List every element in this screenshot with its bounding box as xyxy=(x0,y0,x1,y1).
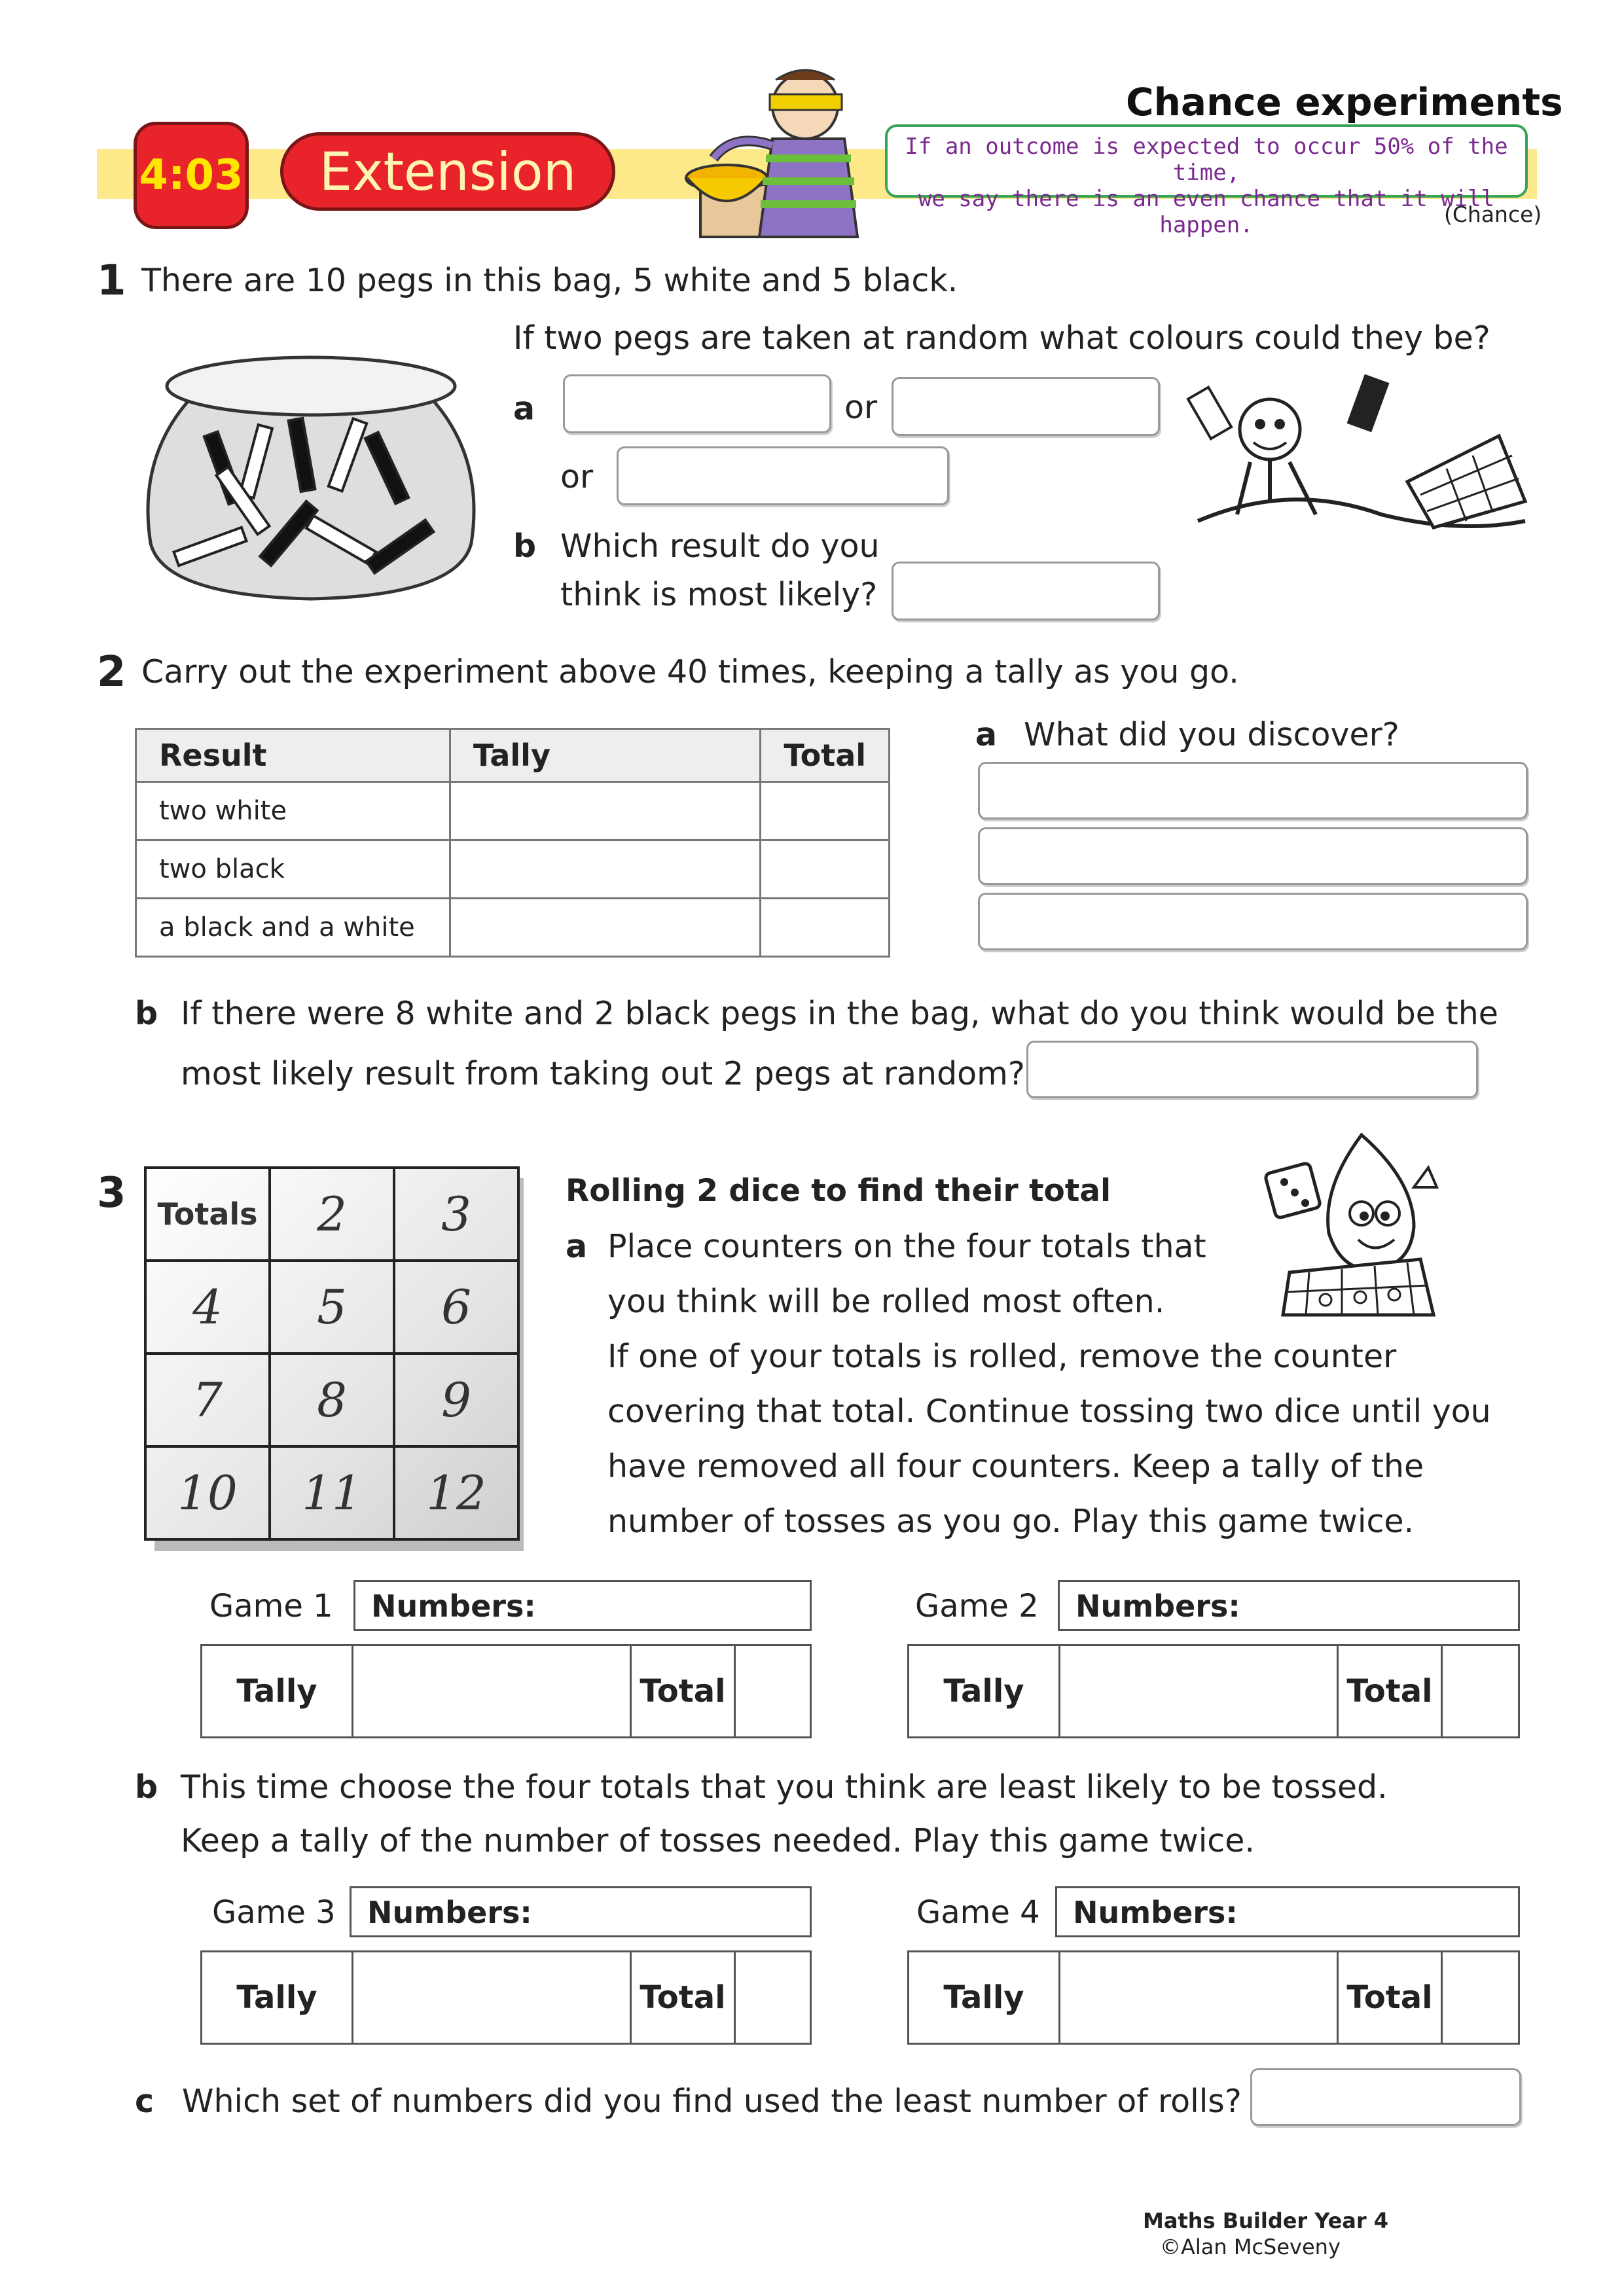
q2a-answer-line-1[interactable] xyxy=(978,762,1528,819)
tally-label: Tally xyxy=(202,1952,353,2044)
numbers-label: Numbers: xyxy=(367,1895,532,1930)
q3c-answer-box[interactable] xyxy=(1250,2068,1521,2126)
tip-line: If an outcome is expected to occur 50% of the time, xyxy=(905,134,1508,186)
column-header: Result xyxy=(136,729,450,782)
game-numbers-field[interactable] xyxy=(353,1580,812,1631)
game-numbers-field[interactable] xyxy=(1055,1886,1520,1937)
game-tally-table xyxy=(907,1950,1520,2045)
tally-label: Tally xyxy=(909,1952,1060,2044)
q1a-answer-box-1[interactable] xyxy=(563,374,831,433)
q3a-text: covering that total. Continue tossing two dice until you xyxy=(607,1393,1491,1430)
q1a-answer-box-3[interactable] xyxy=(617,446,949,505)
q3b-label: b xyxy=(135,1768,158,1806)
grid-row xyxy=(145,1446,518,1539)
tip-box xyxy=(885,124,1528,238)
q3-title: Rolling 2 dice to find their total xyxy=(566,1173,1111,1209)
question-number: 1 xyxy=(97,257,126,305)
total-number-cell[interactable]: 6 xyxy=(394,1261,518,1354)
footer-copyright: ©Alan McSeveny xyxy=(1160,2234,1341,2259)
numbers-label: Numbers: xyxy=(1073,1895,1238,1930)
q1b-label: b xyxy=(513,528,537,565)
game-label: Game 3 xyxy=(212,1894,336,1931)
table-row xyxy=(136,782,890,840)
section-code-badge xyxy=(134,122,249,229)
q1a-label: a xyxy=(513,390,535,427)
q3a-text: number of tosses as you go. Play this game twice. xyxy=(607,1503,1415,1540)
total-label: Total xyxy=(1338,1952,1442,2044)
grid-row xyxy=(145,1168,518,1261)
peg-bag-illustration xyxy=(137,347,484,609)
game-tally-table xyxy=(907,1644,1520,1738)
total-number-cell[interactable]: 7 xyxy=(145,1354,270,1446)
total-label: Total xyxy=(631,1645,735,1738)
totals-grid xyxy=(144,1166,520,1541)
total-field[interactable] xyxy=(735,1952,811,2044)
total-cell[interactable] xyxy=(761,782,890,840)
grid-row xyxy=(145,1261,518,1354)
total-number-cell[interactable]: 11 xyxy=(270,1446,394,1539)
total-number-cell[interactable]: 10 xyxy=(145,1446,270,1539)
footer-book: Maths Builder Year 4 xyxy=(1143,2208,1389,2233)
tally-cell[interactable] xyxy=(450,840,760,899)
total-field[interactable] xyxy=(1442,1645,1519,1738)
table-row xyxy=(202,1952,811,2044)
total-field[interactable] xyxy=(1442,1952,1519,2044)
tally-field[interactable] xyxy=(353,1952,631,2044)
total-cell[interactable] xyxy=(761,840,890,899)
tally-cell[interactable] xyxy=(450,782,760,840)
table-row xyxy=(909,1952,1519,2044)
tally-field[interactable] xyxy=(1060,1645,1338,1738)
result-cell: two black xyxy=(136,840,450,899)
result-cell: two white xyxy=(136,782,450,840)
laundry-cartoon-illustration xyxy=(1159,364,1538,541)
tip-line: we say there is an even chance that it will happen. xyxy=(918,186,1495,238)
q2b-answer-box[interactable] xyxy=(1026,1041,1478,1098)
total-number-cell[interactable]: 9 xyxy=(394,1354,518,1446)
q2a-answer-line-2[interactable] xyxy=(978,827,1528,885)
q1b-text: Which result do you xyxy=(560,528,880,565)
game-label: Game 1 xyxy=(209,1588,333,1624)
table-row xyxy=(202,1645,811,1738)
q1b-text: think is most likely? xyxy=(560,576,878,613)
grid-row xyxy=(145,1354,518,1446)
column-header: Tally xyxy=(450,729,760,782)
game-tally-table xyxy=(200,1644,812,1738)
tally-label: Tally xyxy=(202,1645,353,1738)
q1-text: There are 10 pegs in this bag, 5 white and 5 black. xyxy=(141,262,958,299)
q2a-text: What did you discover? xyxy=(1024,716,1399,753)
game-numbers-field[interactable] xyxy=(1058,1580,1520,1631)
total-cell[interactable] xyxy=(761,899,890,957)
q2b-text: If there were 8 white and 2 black pegs in the bag, what do you think would be the xyxy=(181,995,1498,1032)
tally-label: Tally xyxy=(909,1645,1060,1738)
total-number-cell[interactable]: 8 xyxy=(270,1354,394,1446)
total-label: Total xyxy=(1338,1645,1442,1738)
q3b-text: Keep a tally of the number of tosses needed. Play this game twice. xyxy=(181,1822,1255,1859)
q3a-text: Place counters on the four totals that xyxy=(607,1228,1206,1265)
table-header-row xyxy=(136,729,890,782)
section-title-badge xyxy=(280,132,615,211)
table-row xyxy=(909,1645,1519,1738)
q3a-label: a xyxy=(566,1228,588,1265)
q3c-text: Which set of numbers did you find used the least number of rolls? xyxy=(182,2083,1242,2120)
blindfold-kid-illustration xyxy=(661,60,877,243)
game-label: Game 4 xyxy=(916,1894,1040,1931)
dice-mascot-illustration xyxy=(1257,1128,1447,1318)
q1-prompt: If two pegs are taken at random what colours could they be? xyxy=(513,319,1490,357)
game-label: Game 2 xyxy=(915,1588,1039,1624)
q2b-text: most likely result from taking out 2 pegs at random? xyxy=(181,1055,1025,1092)
totals-header-cell: Totals xyxy=(145,1168,270,1261)
total-number-cell[interactable]: 3 xyxy=(394,1168,518,1261)
numbers-label: Numbers: xyxy=(371,1588,536,1624)
q3a-text: If one of your totals is rolled, remove the counter xyxy=(607,1338,1397,1375)
section-title: Extension xyxy=(319,141,577,202)
question-number: 3 xyxy=(97,1169,126,1217)
results-table xyxy=(135,728,890,958)
table-row xyxy=(136,899,890,957)
q2a-label: a xyxy=(975,716,998,753)
q3a-text: you think will be rolled most often. xyxy=(607,1283,1165,1320)
question-number: 2 xyxy=(97,648,126,696)
q2a-answer-line-3[interactable] xyxy=(978,893,1528,950)
table-row xyxy=(136,840,890,899)
total-number-cell[interactable]: 2 xyxy=(270,1168,394,1261)
game-numbers-field[interactable] xyxy=(350,1886,812,1937)
tally-cell[interactable] xyxy=(450,899,760,957)
q1b-answer-box[interactable] xyxy=(892,562,1160,620)
tally-field[interactable] xyxy=(353,1645,631,1738)
total-number-cell[interactable]: 12 xyxy=(394,1446,518,1539)
numbers-label: Numbers: xyxy=(1075,1588,1240,1624)
chance-tag: (Chance) xyxy=(1444,202,1542,227)
q3c-label: c xyxy=(135,2083,154,2120)
total-number-cell[interactable]: 4 xyxy=(145,1261,270,1354)
q3b-text: This time choose the four totals that you think are least likely to be tossed. xyxy=(181,1768,1388,1806)
or-label: or xyxy=(844,389,878,426)
column-header: Total xyxy=(761,729,890,782)
result-cell: a black and a white xyxy=(136,899,450,957)
q2-text: Carry out the experiment above 40 times, keeping a tally as you go. xyxy=(141,653,1239,691)
or-label: or xyxy=(560,458,594,495)
total-label: Total xyxy=(631,1952,735,2044)
section-code: 4:03 xyxy=(139,151,244,200)
game-tally-table xyxy=(200,1950,812,2045)
total-field[interactable] xyxy=(735,1645,811,1738)
total-number-cell[interactable]: 5 xyxy=(270,1261,394,1354)
tally-field[interactable] xyxy=(1060,1952,1338,2044)
q3a-text: have removed all four counters. Keep a tally of the xyxy=(607,1448,1424,1485)
topic-title: Chance experiments xyxy=(1126,80,1563,124)
q1a-answer-box-2[interactable] xyxy=(892,377,1160,436)
q2b-label: b xyxy=(135,995,158,1032)
